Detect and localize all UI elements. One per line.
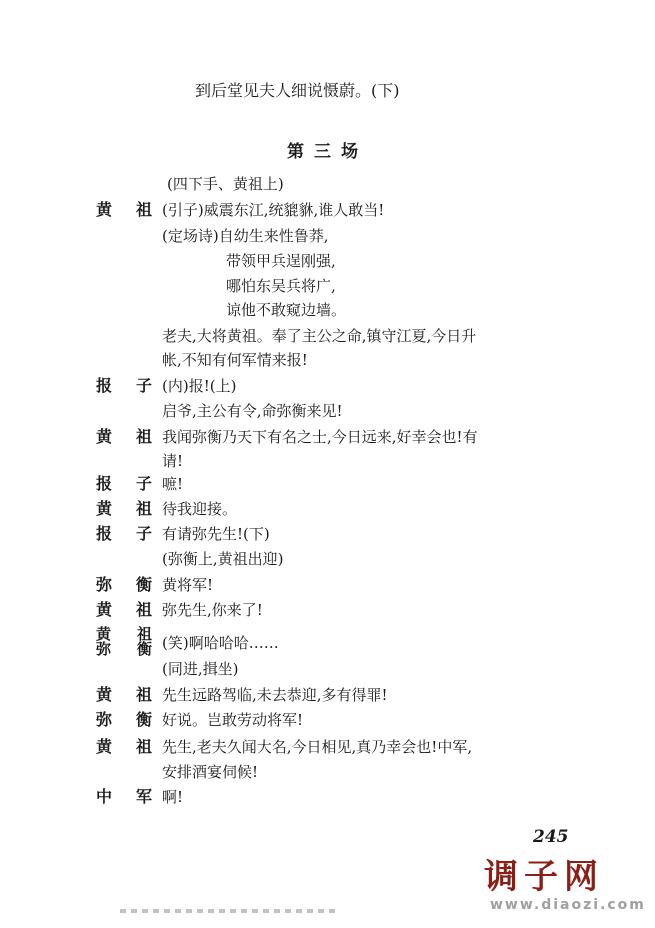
dialogue-line: 帐,不知有何军情来报! [162,351,308,369]
speaker-miheng: 弥 衡 [96,640,152,658]
dialogue-line: 待我迎接。 [162,500,238,518]
speaker-huangzu: 黄 祖 [96,625,152,643]
speaker-zhongjun: 中 军 [96,787,152,806]
dialogue-line: 启爷,主公有令,命弥衡来见! [162,402,343,420]
dialogue-line: 黄将军! [162,576,214,594]
speaker-huangzu: 黄 祖 [96,600,152,619]
stage-direction: (四下手、黄祖上) [167,175,284,193]
closing-line: 到后堂见夫人细说慑蔚。(下) [195,81,400,100]
dialogue-line: 先生远路驾临,未去恭迎,多有得罪! [162,686,388,704]
speaker-huangzu: 黄 祖 [96,200,152,219]
dialogue-line: 安排酒宴伺候! [162,763,259,781]
dialogue-line: 先生,老夫久闻大名,今日相见,真乃幸会也!中军, [162,738,473,756]
dialogue-line: 好说。岂敢劳动将军! [162,711,304,729]
poem-line: 带领甲兵逞刚强, [226,252,336,270]
dialogue-line: 请! [162,452,184,470]
speaker-huangzu: 黄 祖 [96,737,152,756]
speaker-huangzu: 黄 祖 [96,499,152,518]
dialogue-line: (内)报!(上) [162,377,237,395]
speaker-baozi: 报 子 [96,474,152,493]
speaker-huangzu: 黄 祖 [96,427,152,446]
dialogue-line: 嗻! [162,475,184,493]
watermark-url: www.diaozi.com [490,897,646,913]
speaker-baozi: 报 子 [96,376,152,395]
dialogue-line: 我闻弥衡乃天下有名之士,今日远来,好幸会也!有 [162,428,478,446]
dialogue-line: 弥先生,你来了! [162,601,263,619]
page-number: 245 [533,827,569,847]
stage-direction: (同进,揖坐) [162,660,239,678]
poem-line: 哪怕东吴兵将广, [226,277,336,295]
dialogue-line: (定场诗)自幼生来性鲁莽, [162,227,329,245]
watermark-logo: 调子网 [484,857,604,897]
speaker-miheng: 弥 衡 [96,710,152,729]
dialogue-line: 啊! [162,788,184,806]
stage-direction: (弥衡上,黄祖出迎) [162,550,284,568]
scene-title: 第三场 [287,142,368,162]
dialogue-line: 老夫,大将黄祖。奉了主公之命,镇守江夏,今日升 [162,327,477,345]
dialogue-line: (引子)威震东江,统貔貅,谁人敢当! [162,201,385,219]
speaker-baozi: 报 子 [96,524,152,543]
poem-line: 谅他不敢窥边墙。 [226,301,347,319]
scan-artifact [120,909,340,913]
speaker-pair [96,627,152,657]
dialogue-line: (笑)啊哈哈哈…… [162,634,279,652]
speaker-miheng: 弥 衡 [96,575,152,594]
dialogue-line: 有请弥先生!(下) [162,525,270,543]
speaker-huangzu: 黄 祖 [96,685,152,704]
